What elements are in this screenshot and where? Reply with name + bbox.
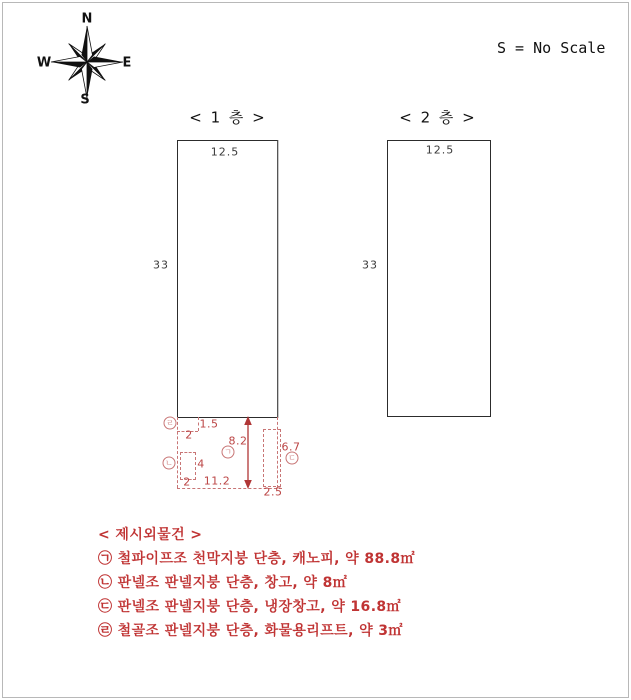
canopy-depth-arrow bbox=[241, 416, 255, 489]
canopy-marker-icon: ㄱ bbox=[222, 446, 235, 459]
legend-title: < 제시외물건 > bbox=[98, 527, 203, 543]
compass-rose-icon bbox=[45, 20, 129, 104]
page-border bbox=[2, 2, 629, 698]
canopy-left-extent-line bbox=[177, 417, 178, 488]
lift-width-dim: 2 bbox=[185, 428, 193, 442]
cold-storage-marker-icon: ㄷ bbox=[286, 452, 299, 465]
floor2-height-dim: 33 bbox=[362, 258, 378, 272]
compass-south-label: S bbox=[80, 92, 90, 108]
floor2-outline bbox=[387, 140, 491, 417]
legend-item-storage: ㉡ 판넬조 판넬지붕 단층, 창고, 약 8㎡ bbox=[98, 575, 348, 591]
cold-storage-outline bbox=[263, 429, 281, 487]
floor2-width-dim: 12.5 bbox=[425, 143, 455, 157]
canopy-width-dim: 11.2 bbox=[203, 474, 231, 488]
cold-storage-width-dim: 2.5 bbox=[263, 485, 283, 499]
compass-east-label: E bbox=[122, 55, 132, 71]
cold-storage-height-dim: 6.7 bbox=[281, 440, 301, 454]
floor1-height-dim: 33 bbox=[153, 258, 169, 272]
legend-item-lift: ㉣ 철골조 판넬지붕 단층, 화물용리프트, 약 3㎡ bbox=[98, 623, 403, 639]
canopy-depth-dim: 8.2 bbox=[228, 434, 248, 448]
floor2-title: < 2 층 > bbox=[399, 108, 477, 127]
floor1-title: < 1 층 > bbox=[189, 108, 267, 127]
lift-height-dim: 1.5 bbox=[199, 417, 219, 431]
floor1-outline bbox=[177, 140, 278, 418]
legend-item-canopy: ㉠ 철파이프조 천막지붕 단층, 캐노피, 약 88.8㎡ bbox=[98, 551, 415, 567]
storage-height-dim: 4 bbox=[197, 457, 205, 471]
lift-marker-icon: ㄹ bbox=[164, 417, 177, 430]
legend-item-cold-storage: ㉢ 판넬조 판넬지붕 단층, 냉장창고, 약 16.8㎡ bbox=[98, 599, 401, 615]
storage-width-dim: 2 bbox=[183, 475, 191, 489]
storage-marker-icon: ㄴ bbox=[163, 457, 176, 470]
scale-note: S = No Scale bbox=[497, 39, 606, 57]
compass-north-label: N bbox=[81, 11, 93, 27]
floor1-width-dim: 12.5 bbox=[210, 145, 240, 159]
compass-west-label: W bbox=[36, 55, 52, 71]
